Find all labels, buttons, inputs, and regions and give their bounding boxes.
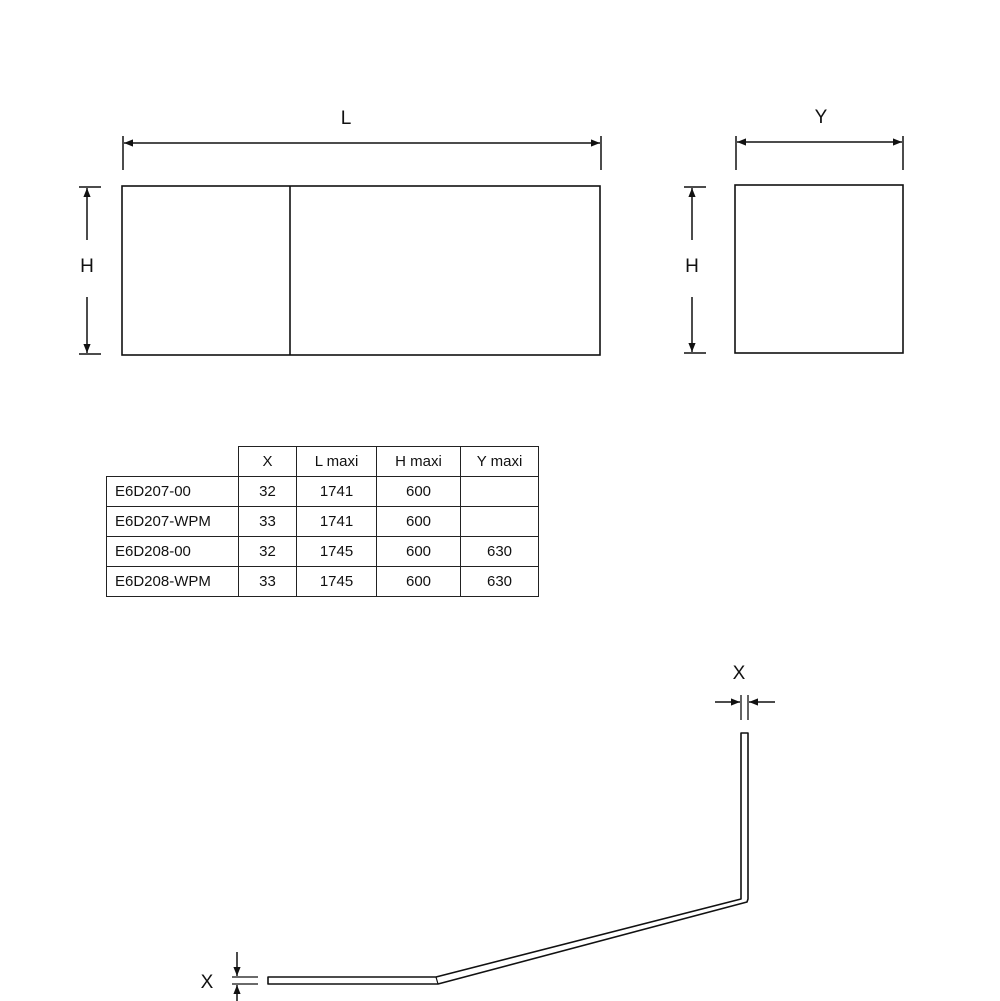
table-corner-cell: [107, 447, 239, 477]
header-h-maxi: H maxi: [377, 447, 461, 477]
cell-l-maxi: 1741: [297, 477, 377, 507]
header-x: X: [239, 447, 297, 477]
side-height-label: H: [685, 256, 699, 277]
cell-y-maxi: 630: [461, 567, 539, 597]
cell-y-maxi: [461, 477, 539, 507]
table-row: [107, 507, 539, 537]
front-view: [79, 108, 601, 355]
cell-h-maxi: 600: [377, 567, 461, 597]
table-row: [107, 567, 539, 597]
cell-x: 33: [239, 507, 297, 537]
table-row: [107, 477, 539, 507]
top-thickness-label: X: [732, 663, 746, 684]
spec-table: [106, 446, 539, 597]
side-width-label: Y: [814, 107, 828, 128]
front-panel-outline: [122, 186, 600, 355]
side-view: [684, 107, 903, 353]
cell-x: 32: [239, 537, 297, 567]
profile-outline: [268, 733, 748, 984]
cell-y-maxi: 630: [461, 537, 539, 567]
cell-l-maxi: 1741: [297, 507, 377, 537]
cell-y-maxi: [461, 507, 539, 537]
cell-x: 32: [239, 477, 297, 507]
cell-ref: E6D208-00: [107, 537, 239, 567]
cell-h-maxi: 600: [377, 477, 461, 507]
cell-ref: E6D208-WPM: [107, 567, 239, 597]
cell-x: 33: [239, 567, 297, 597]
side-panel-outline: [735, 185, 903, 353]
header-y-maxi: Y maxi: [461, 447, 539, 477]
front-length-label: L: [340, 108, 352, 129]
cell-h-maxi: 600: [377, 537, 461, 567]
table-row: [107, 537, 539, 567]
cell-l-maxi: 1745: [297, 567, 377, 597]
table-header-row: [107, 447, 539, 477]
cell-ref: E6D207-WPM: [107, 507, 239, 537]
panel-profile: [201, 663, 775, 1001]
profile-inner-edge: [436, 977, 438, 984]
header-l-maxi: L maxi: [297, 447, 377, 477]
bottom-thickness-label: X: [200, 972, 214, 993]
cell-ref: E6D207-00: [107, 477, 239, 507]
cell-l-maxi: 1745: [297, 537, 377, 567]
front-height-label: H: [80, 256, 94, 277]
cell-h-maxi: 600: [377, 507, 461, 537]
